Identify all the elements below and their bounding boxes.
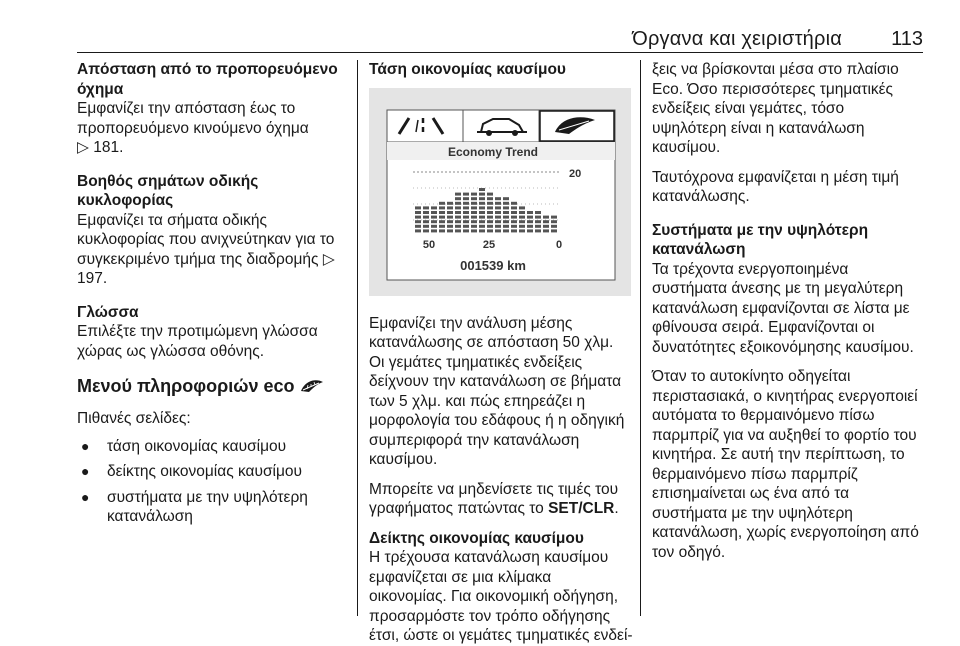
trend-bar-segment [455,206,461,209]
trend-bar-segment [479,211,485,214]
section-eco-menu [77,375,349,527]
column-2 [369,60,633,646]
trend-bar-segment [423,220,429,223]
trend-bar-segment [463,224,469,227]
trend-bar-segment [511,229,517,232]
trend-bar-segment [519,220,525,223]
trend-bar-segment [535,215,541,218]
paragraph: Όταν το αυτοκίνητο οδηγείται περιστασιακά, ο κινητήρας ενεργοποιεί αυτόματα το θερμαινόμενο πίσω παρμπρίζ για να αυξηθεί το φορτίο του κινητήρα. Σε αυτή την περίπτωση, το θερμαινόμενο πίσω παρμπρίζ επισημαίνεται ως ένα από τα συστήματα με την υψηλότερη κατανάλωση, χωρίς ενεργοποίηση από τον οδηγό. [652,368,919,561]
trend-bar-segment [463,206,469,209]
trend-bar-segment [431,224,437,227]
trend-bar-segment [415,215,421,218]
scale-top-label: 20 [569,167,582,180]
trend-bar-segment [551,215,557,218]
trend-bar-segment [415,224,421,227]
display-title: Economy Trend [447,144,539,159]
trend-bar-segment [431,215,437,218]
section-body: Εμφανίζει την απόσταση έως το προπορευόμενο κινούμενο όχημα ▷ 181. [77,100,309,156]
trend-bar-segment [439,201,445,204]
column-3 [652,60,922,562]
trend-bar-segment [495,220,501,223]
trend-bar-segment [479,188,485,191]
trend-bar-segment [487,192,493,195]
trend-bar-segment [463,229,469,232]
trend-bar-segment [527,224,533,227]
trend-bar-segment [487,224,493,227]
trend-bar-segment [463,197,469,200]
trend-bar-segment [503,211,509,214]
trend-bar-segment [495,229,501,232]
section-traffic-signs [77,172,349,289]
trend-bar-segment [479,206,485,209]
trend-bar-segment [471,197,477,200]
trend-bar-segment [511,220,517,223]
trend-bar-segment [487,206,493,209]
trend-bar-segment [463,201,469,204]
trend-bar-segment [447,224,453,227]
trend-bar-segment [503,229,509,232]
trend-bar-segment [455,192,461,195]
trend-bar-segment [479,197,485,200]
trend-bar-segment [503,224,509,227]
trend-bar-segment [471,229,477,232]
trend-bar-segment [439,229,445,232]
reset-instruction: Μπορείτε να μηδενίσετε τις τιμές του γραφήματος πατώντας το SET/CLR. [369,480,619,517]
trend-bar-segment [487,211,493,214]
trend-bar-segment [535,229,541,232]
trend-bar-segment [447,206,453,209]
trend-bar-segment [415,220,421,223]
page-ref-arrow-icon: ▷ [322,250,335,268]
section-language [77,303,349,362]
page-header-title: Όργανα και χειριστήρια [632,28,842,50]
trend-bar-segment [479,201,485,204]
trend-bar-segment [543,220,549,223]
trend-bar-segment [487,215,493,218]
trend-bar-segment [455,220,461,223]
trend-bar-segment [527,220,533,223]
trend-bar-segment [455,224,461,227]
eco-pages-list [77,437,349,527]
trend-bar-segment [471,206,477,209]
trend-bar-segment [487,197,493,200]
trend-bar-segment [487,220,493,223]
trend-bar-segment [423,229,429,232]
trend-bar-segment [495,206,501,209]
trend-bar-segment [431,229,437,232]
trend-bar-segment [479,224,485,227]
trend-bar-segment [543,229,549,232]
trend-bar-segment [439,220,445,223]
trend-bar-segment [487,201,493,204]
page-ref: 197. [77,270,108,287]
trend-bar-segment [551,220,557,223]
trend-bar-segment [423,215,429,218]
trend-bar-segment [511,215,517,218]
trend-bar-segment [455,211,461,214]
trend-bar-segment [447,211,453,214]
trend-description: Εμφανίζει την ανάλυση μέσης κατανάλωσης σε απόσταση 50 χλμ. Οι γεμάτες τμηματικές ενδείξεις δείχνουν την κατανάλωση σε βήματα των 5 χλμ. και πώς επηρεάζει η μορφολογία του εδάφους ή η οδηγική συμπεριφορά την κατανάλωση καυσίμου. [369,314,625,468]
section-heading: Απόσταση από το προπορευόμενο όχημα [77,61,338,98]
paragraph: Ταυτόχρονα εμφανίζεται η μέση τιμή κατανάλωσης. [652,168,899,205]
axis-label: 25 [482,238,496,251]
trend-bar-segment [535,224,541,227]
trend-bar-segment [479,229,485,232]
trend-bar-segment [479,220,485,223]
trend-bar-segment [487,229,493,232]
trend-bar-segment [423,224,429,227]
trend-bar-segment [455,229,461,232]
section-heading: Συστήματα με την υψηλότερη κατανάλωση [652,221,869,258]
trend-bar-segment [519,211,525,214]
trend-bar-segment [423,206,429,209]
trend-bar-segment [471,220,477,223]
trend-bar-segment [415,211,421,214]
set-clr-key: SET/CLR [548,500,615,517]
section-distance [77,60,349,158]
trend-bar-segment [439,215,445,218]
section-heading: Γλώσσα [77,303,139,321]
trend-bar-segment [471,192,477,195]
trend-bar-segment [551,224,557,227]
trend-bar-segment [439,211,445,214]
trend-bar-segment [511,224,517,227]
axis-label: 0 [555,238,563,251]
list-item: ● συστήματα με την υψηλότερη κατανάλωση [77,488,349,527]
section-heading: Δείκτης οικονομίας καυσίμου [369,529,584,547]
trend-bar-segment [431,220,437,223]
eco-menu-heading: Μενού πληροφοριών eco [77,375,349,397]
trend-bar-segment [495,215,501,218]
trend-bar-segment [479,192,485,195]
trend-bar-segment [511,211,517,214]
eco-leaf-icon [299,378,325,394]
section-heading: Βοηθός σημάτων οδικής κυκλοφορίας [77,172,259,209]
trend-bar-segment [495,201,501,204]
odometer-readout: 001539 km [460,257,526,273]
trend-bar-segment [471,201,477,204]
trend-bar-segment [543,215,549,218]
trend-bar-segment [495,224,501,227]
trend-bar-segment [511,206,517,209]
trend-bar-segment [455,215,461,218]
trend-bar-segment [535,211,541,214]
economy-trend-display [369,88,631,296]
trend-bar-segment [495,211,501,214]
trend-bar-segment [471,224,477,227]
column-divider-2 [640,60,641,616]
section-heading: Τάση οικονομίας καυσίμου [369,61,566,78]
section-body: Επιλέξτε την προτιμώμενη γλώσσα χώρας ως γλώσσα οθόνης. [77,323,318,360]
trend-bar-segment [519,229,525,232]
list-item: ● δείκτης οικονομίας καυσίμου [77,462,349,482]
trend-bar-segment [511,201,517,204]
axis-label: 50 [422,238,436,251]
paragraph: ξεις να βρίσκονται μέσα στο πλαίσιο Eco. Όσο περισσότερες τμηματικές ενδείξεις είναι γεμάτες, τόσο υψηλότερη είναι η κατανάλωση καυσίμου. [652,61,899,156]
trend-bar-segment [527,215,533,218]
trend-bar-segment [479,215,485,218]
trend-bar-segment [447,220,453,223]
trend-bar-segment [503,206,509,209]
trend-bar-segment [471,215,477,218]
page-ref: 181. [93,139,124,156]
trend-bar-segment [463,211,469,214]
trend-bar-segment [503,201,509,204]
trend-bar-segment [503,220,509,223]
trend-bar-segment [519,206,525,209]
trend-bar-segment [455,201,461,204]
trend-bar-segment [423,211,429,214]
trend-bar-segment [471,211,477,214]
column-divider-1 [357,60,358,616]
eco-menu-intro: Πιθανές σελίδες: [77,410,191,427]
trend-bar-segment [495,197,501,200]
trend-bar-segment [503,215,509,218]
trend-bar-segment [519,215,525,218]
trend-bar-segment [447,229,453,232]
trend-bar-segment [415,229,421,232]
trend-bar-segment [439,224,445,227]
trend-bar-segment [447,201,453,204]
section-body: Εμφανίζει τα σήματα οδικής κυκλοφορίας που ανιχνεύτηκαν για το συγκεκριμένο τμήμα της διαδρομής ▷ 197. [77,211,335,287]
trend-bar-segment [463,220,469,223]
header-rule [77,52,923,53]
trend-bar-segment [543,224,549,227]
trend-bar-segment [439,206,445,209]
trend-bar-segment [463,192,469,195]
trend-bar-segment [447,215,453,218]
column-1 [77,60,349,533]
trend-bar-segment [455,197,461,200]
trend-bar-segment [551,229,557,232]
trend-bar-segment [431,206,437,209]
trend-bar-segment [519,224,525,227]
paragraph: Τα τρέχοντα ενεργοποιημένα συστήματα άνεσης με τη μεγαλύτερη κατανάλωση εμφανίζονται σε λίστα με φθίνουσα σειρά. Εμφανίζονται οι δυνατότητες εξοικονόμησης καυσίμου. [652,260,914,356]
trend-bar-segment [527,229,533,232]
trend-bar-segment [431,211,437,214]
page-number: 113 [891,28,923,50]
trend-bar-segment [463,215,469,218]
page-ref-arrow-icon: ▷ [77,139,89,156]
trend-bar-segment [527,211,533,214]
trend-bar-segment [535,220,541,223]
section-body: Η τρέχουσα κατανάλωση καυσίμου εμφανίζεται σε μια κλίμακα οικονομίας. Για οικονομική οδήγηση, προσαρμόστε τον τρόπο οδήγησης έτσι, ώστε οι γεμάτες τμηματικές ενδεί- [369,549,633,644]
list-item: ● τάση οικονομίας καυσίμου [77,437,349,457]
trend-bar-segment [503,197,509,200]
trend-bar-segment [415,206,421,209]
